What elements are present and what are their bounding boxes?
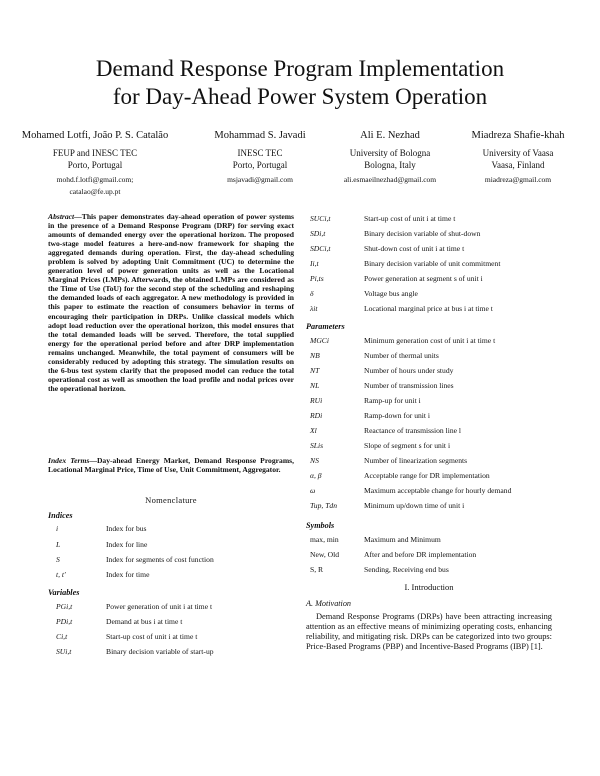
author-email: mohd.f.lotfi@gmail.com;: [56, 175, 134, 184]
title-line-1: Demand Response Program Implementation: [95, 56, 505, 81]
description: Maximum acceptable change for hourly demand: [364, 486, 512, 495]
symbol: SLis: [310, 441, 324, 450]
title-line-2: for Day-Ahead Power System Operation: [112, 84, 488, 109]
symbol: RDi: [310, 411, 323, 420]
author-affiliation: University of Vaasa: [482, 148, 554, 158]
symbol: i: [56, 524, 59, 533]
description: Binary decision variable of unit commitment: [364, 259, 501, 268]
symbol: SDCi,t: [310, 244, 331, 253]
symbol: NL: [310, 381, 320, 390]
author-block-4: [453, 129, 583, 186]
description: Sending, Receiving end bus: [364, 565, 449, 574]
description: Acceptable range for DR implementation: [364, 471, 490, 480]
author-email: msjavadi@gmail.com: [227, 175, 293, 184]
symbol: λit: [310, 304, 318, 313]
description: Binary decision variable of start-up: [106, 647, 214, 656]
description: Binary decision variable of shut-down: [364, 229, 481, 238]
author-name: Mohammad S. Javadi: [214, 130, 306, 141]
description: Ramp-down for unit i: [364, 411, 431, 420]
introduction-paragraph: Demand Response Programs (DRPs) have been attracting increasing attention as an effective means of minimizing operating costs, enhancing reliability, and mitigating risk. DRPs can be categorized into two groups: Price-Based Programs (PBP) and Incentive-Based Programs (IBP) [1].: [306, 612, 552, 651]
description: Reactance of transmission line l: [364, 426, 462, 435]
section-heading-symbols: Symbols: [306, 521, 335, 530]
symbol: Pi,ts: [310, 274, 324, 283]
symbol: L: [56, 540, 61, 549]
description: Start-up cost of unit i at time t: [364, 214, 456, 223]
description: Index for time: [106, 570, 150, 579]
symbol: SUCi,t: [310, 214, 331, 223]
symbol: Ii,t: [310, 259, 319, 268]
section-heading-introduction: I. Introduction: [404, 582, 454, 592]
author-block-3: [320, 129, 460, 186]
author-location: Bologna, Italy: [364, 160, 416, 170]
symbol: New, Old: [310, 550, 340, 559]
symbol: t, t′: [56, 570, 66, 579]
author-email: miadreza@gmail.com: [484, 175, 552, 184]
index-terms-text: —Day-ahead Energy Market, Demand Response Programs, Locational Marginal Price, Time of Use, Unit Commitment, Aggregator.: [48, 456, 294, 475]
description: Number of thermal units: [364, 351, 439, 360]
description: Start-up cost of unit i at time t: [106, 632, 198, 641]
symbol: SUi,t: [56, 647, 72, 656]
paper-title: [0, 55, 600, 111]
description: Power generation at segment s of unit i: [364, 274, 483, 283]
abstract: [48, 212, 294, 393]
symbol: max, min: [310, 535, 339, 544]
description: After and before DR implementation: [364, 550, 477, 559]
index-terms-label: Index Terms: [48, 456, 90, 465]
symbol: NS: [310, 456, 319, 465]
symbol: NB: [310, 351, 320, 360]
symbol: S, R: [310, 565, 324, 574]
symbol: PDi,t: [56, 617, 73, 626]
author-affiliation: INESC TEC: [237, 148, 283, 158]
description: Shut-down cost of unit i at time t: [364, 244, 465, 253]
description: Number of transmission lines: [364, 381, 454, 390]
author-affiliation: University of Bologna: [349, 148, 431, 158]
description: Power generation of unit i at time t: [106, 602, 213, 611]
author-block-1: [20, 129, 170, 198]
author-location: Vaasa, Finland: [491, 160, 545, 170]
symbol: S: [56, 555, 60, 564]
symbol: Xl: [310, 426, 317, 435]
description: Number of linearization segments: [364, 456, 468, 465]
symbol: Tup, Tdn: [310, 501, 338, 510]
author-name: Miadreza Shafie-khah: [471, 130, 565, 141]
section-heading-parameters: Parameters: [306, 322, 345, 331]
description: Number of hours under study: [364, 366, 454, 375]
author-affiliation: FEUP and INESC TEC: [52, 148, 138, 158]
abstract-text: —This paper demonstrates day-ahead operation of power systems in the presence of a Demand Response Program (DRP) for serving exact amounts of demanded energy over the operational horizon. The proposed two-stage model features a here-and-now framework for shaping the aggregated demands during operation. First, the day-ahead scheduling problem is solved by adopting Unit Commitment (UC) to determine the generation level of power generation units as well as the Locational Marginal Prices (LMPs). Afterwards, the obtained LMPs are considered as the Time of Use (ToU) for the second step of the scheduling and reshaping the demanded loads of each aggregator. A new methodology is provided in this paper to estimate the reaction of consumers behavior in terms of encouraging their participation in DRPs. Unlike classical models which adopt load reduction over the operational horizon, this model ensures that the total demanded loads will be served. Therefore, the total supplied energy for the operational period before and after DRP implementation remains unchanged. Meanwhile, the total payment of consumers will be considerably reduced by adopting this strategy. The simulation results on the 6-bus test system clarify that the proposed model can reduce the total operational cost as well as smoothen the load profile and nodal prices over the operational horizon.: [48, 212, 294, 393]
description: Slope of segment s for unit i: [364, 441, 451, 450]
symbol: ω: [310, 486, 316, 495]
description: Maximum and Minimum: [364, 535, 441, 544]
symbol: MGCi: [310, 336, 329, 345]
description: Locational marginal price at bus i at time t: [364, 304, 493, 313]
symbol: PGi,t: [56, 602, 73, 611]
description: Index for bus: [106, 524, 147, 533]
index-terms: [48, 456, 294, 474]
section-heading-indices: Indices: [48, 511, 73, 520]
author-email-2: catalao@fe.up.pt: [69, 187, 121, 196]
symbol: Ci,t: [56, 632, 68, 641]
author-block-2: [195, 129, 325, 186]
symbol: α, β: [310, 471, 322, 480]
symbol: δ: [310, 289, 314, 298]
description: Demand at bus i at time t: [106, 617, 183, 626]
description: Index for line: [106, 540, 148, 549]
description: Voltage bus angle: [364, 289, 418, 298]
symbol: RUi: [310, 396, 323, 405]
symbol: SDi,t: [310, 229, 326, 238]
author-location: Porto, Portugal: [232, 160, 288, 170]
description: Ramp-up for unit i: [364, 396, 421, 405]
section-heading-variables: Variables: [48, 588, 80, 597]
description: Index for segments of cost function: [106, 555, 214, 564]
subsection-heading-motivation: A. Motivation: [306, 599, 352, 608]
nomenclature-heading: Nomenclature: [145, 495, 197, 505]
abstract-label: Abstract: [48, 212, 75, 221]
author-email: ali.esmaeilnezhad@gmail.com: [343, 175, 437, 184]
description: Minimum up/down time of unit i: [364, 501, 465, 510]
author-name: Mohamed Lotfi, João P. S. Catalão: [21, 130, 169, 141]
description: Minimum generation cost of unit i at time t: [364, 336, 496, 345]
author-name: Ali E. Nezhad: [360, 130, 420, 141]
symbol: NT: [310, 366, 320, 375]
author-location: Porto, Portugal: [67, 160, 123, 170]
